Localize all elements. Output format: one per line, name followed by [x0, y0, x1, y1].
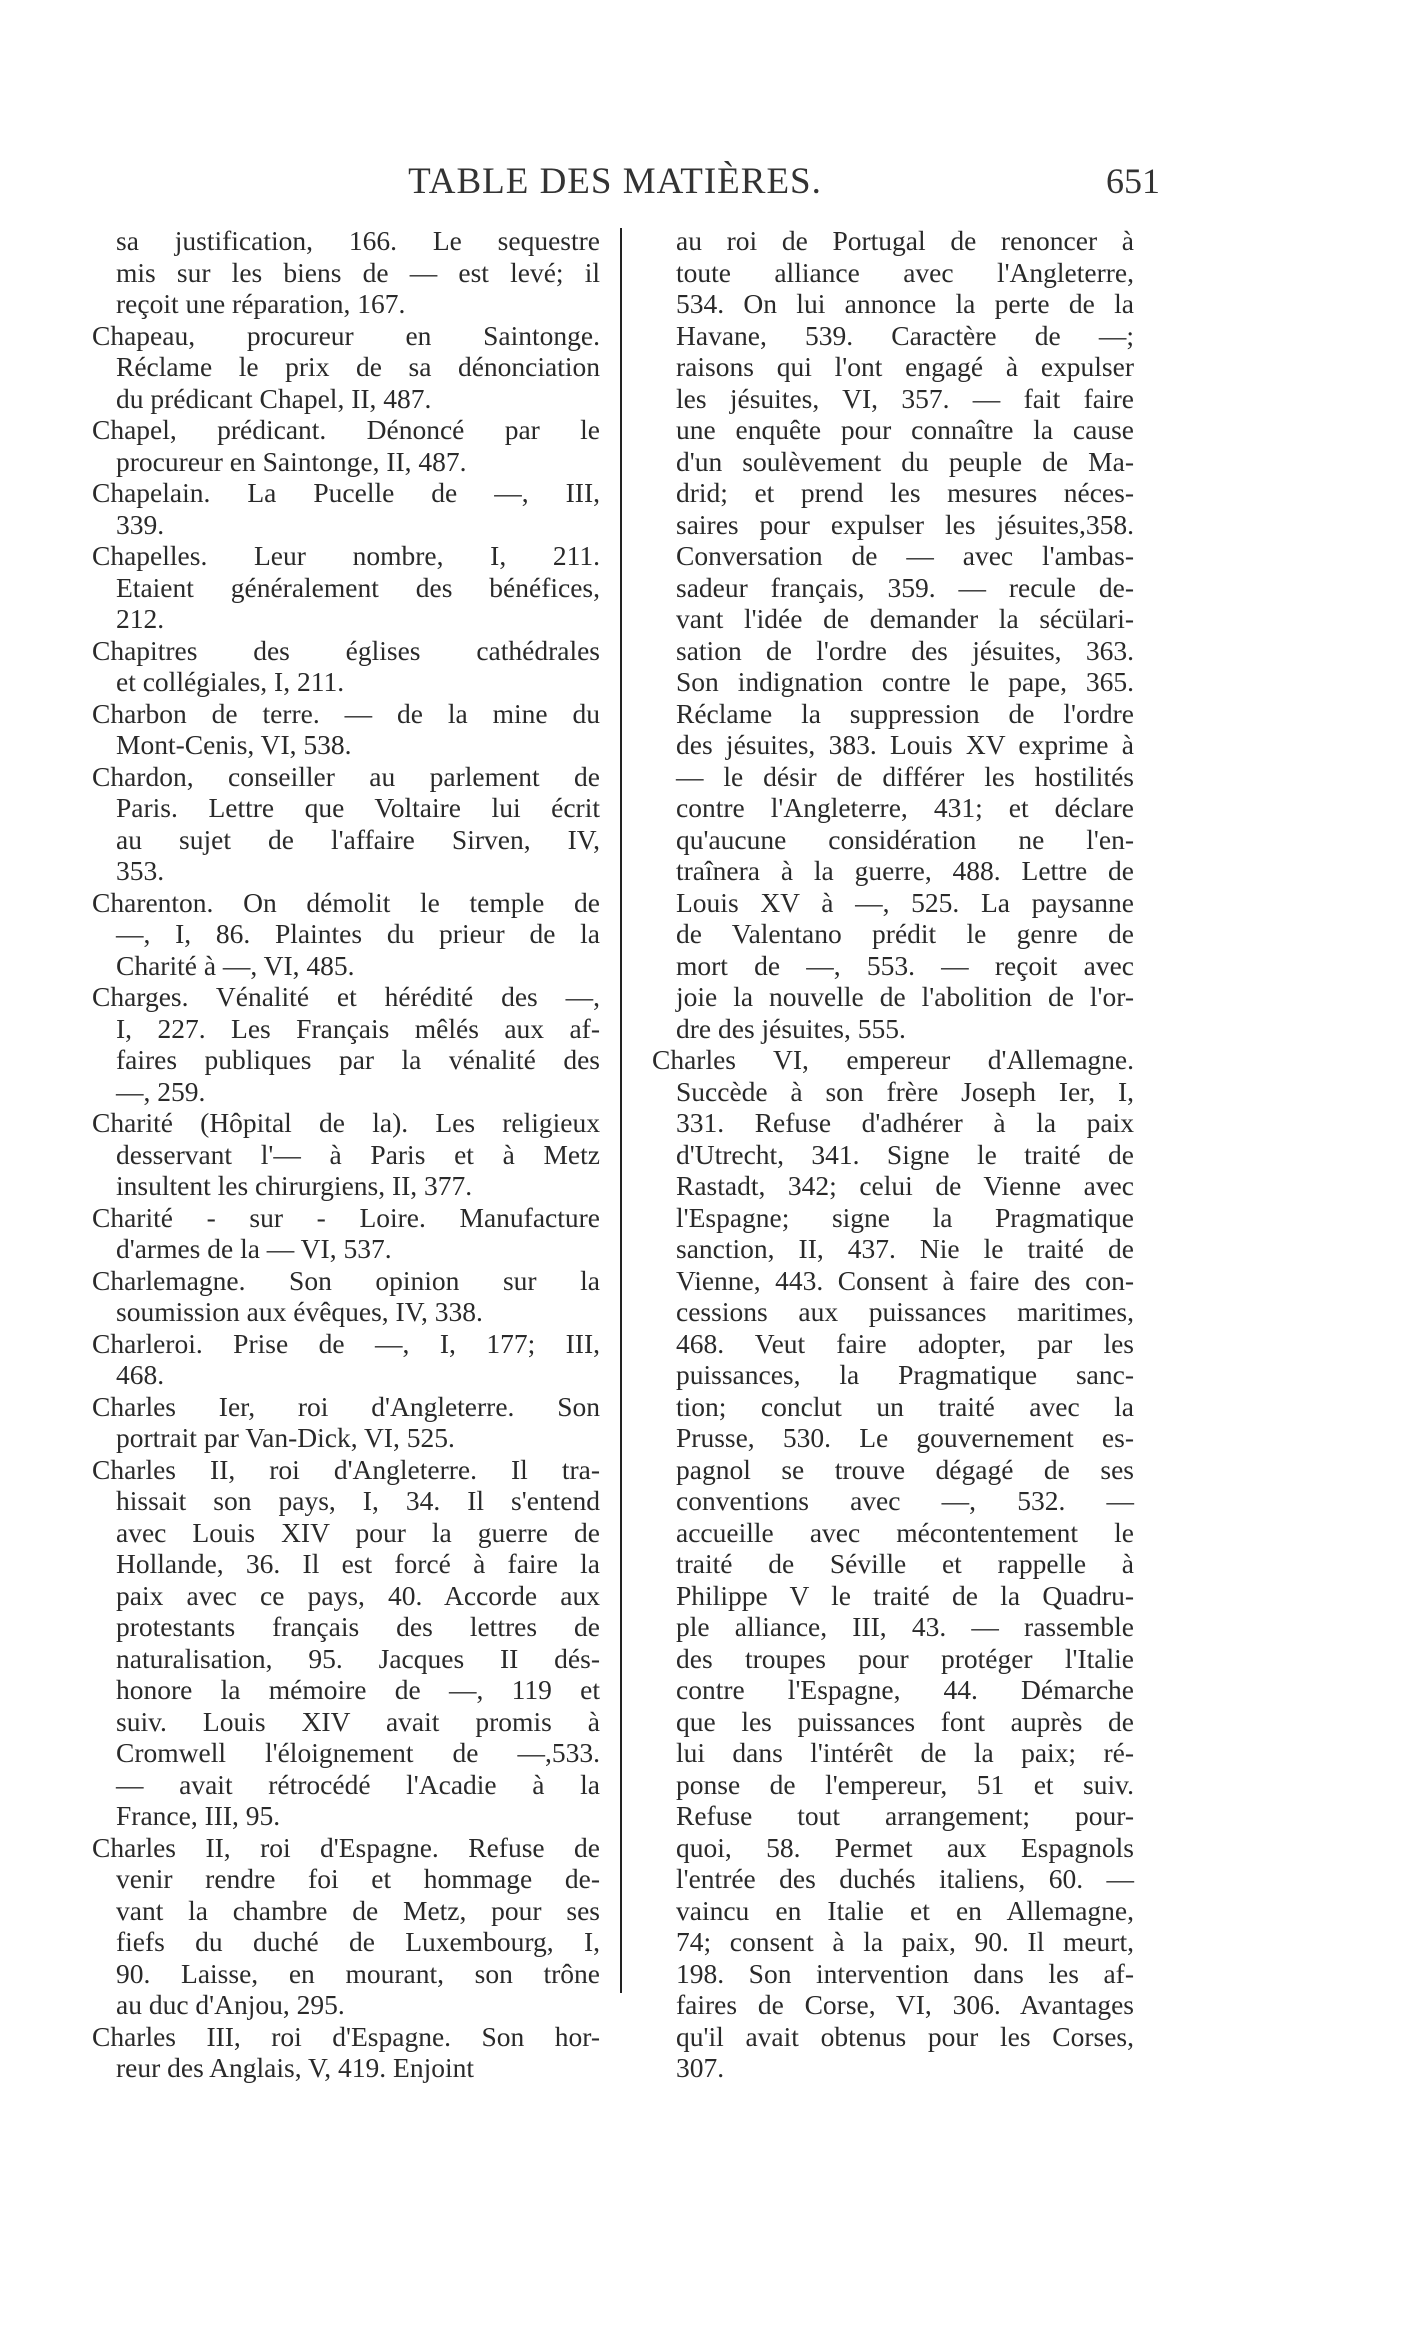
- index-line: qu'il avait obtenus pour les Corses,: [676, 2020, 1134, 2052]
- index-line: Chapelles. Leur nombre, I, 211.: [92, 540, 600, 571]
- index-line: Rastadt, 342; celui de Vienne avec: [676, 1170, 1134, 1201]
- index-line: 331. Refuse d'adhérer à la paix: [676, 1107, 1134, 1138]
- index-line: toute alliance avec l'Angleterre,: [676, 256, 1134, 288]
- index-line: Succède à son frère Joseph Ier, I,: [676, 1075, 1134, 1107]
- index-line: procureur en Saintonge, II, 487.: [116, 445, 467, 477]
- index-line: Son indignation contre le pape, 365.: [676, 666, 1134, 697]
- index-line: Mont-Cenis, VI, 538.: [116, 729, 352, 760]
- index-line: que les puissances font auprès de: [676, 1705, 1134, 1737]
- running-title: TABLE DES MATIÈRES.: [408, 161, 822, 202]
- index-line: avec Louis XIV pour la guerre de: [116, 1516, 600, 1548]
- index-line: paix avec ce pays, 40. Accorde aux: [116, 1579, 600, 1611]
- index-line: 468.: [116, 1359, 165, 1390]
- index-line: puissances, la Pragmatique sanc-: [676, 1359, 1134, 1390]
- index-line: sadeur français, 359. — recule de-: [676, 571, 1134, 603]
- index-line: Refuse tout arrangement; pour-: [676, 1800, 1134, 1831]
- index-line: quoi, 58. Permet aux Espagnols: [676, 1831, 1134, 1863]
- index-line: Charlemagne. Son opinion sur la: [92, 1264, 600, 1296]
- index-line: Vienne, 443. Consent à faire des con-: [676, 1264, 1134, 1296]
- index-line: naturalisation, 95. Jacques II dés-: [116, 1642, 600, 1674]
- index-line: sa justification, 166. Le sequestre: [116, 225, 600, 256]
- index-line: Chapel, prédicant. Dénoncé par le: [92, 414, 600, 445]
- index-line: 534. On lui annonce la perte de la: [676, 288, 1134, 319]
- index-line: fiefs du duché de Luxembourg, I,: [116, 1926, 600, 1957]
- index-line: 353.: [116, 855, 165, 886]
- index-line: vaincu en Italie et en Allemagne,: [676, 1894, 1134, 1926]
- index-line: d'Utrecht, 341. Signe le traité de: [676, 1138, 1134, 1170]
- index-line: l'entrée des duchés italiens, 60. —: [676, 1863, 1134, 1894]
- index-line: soumission aux évêques, IV, 338.: [116, 1296, 483, 1327]
- index-line: mis sur les biens de — est levé; il: [116, 256, 600, 288]
- index-line: tion; conclut un traité avec la: [676, 1390, 1134, 1422]
- index-line: contre l'Angleterre, 431; et déclare: [676, 792, 1134, 823]
- index-line: honore la mémoire de —, 119 et: [116, 1674, 600, 1705]
- index-line: ple alliance, III, 43. — rassemble: [676, 1611, 1134, 1642]
- index-line: 339.: [116, 508, 165, 540]
- index-line: Charleroi. Prise de —, I, 177; III,: [92, 1327, 600, 1359]
- index-line: Etaient généralement des bénéfices,: [116, 571, 600, 603]
- index-line: traînera à la guerre, 488. Lettre de: [676, 855, 1134, 886]
- index-line: Hollande, 36. Il est forcé à faire la: [116, 1548, 600, 1579]
- index-line: faires de Corse, VI, 306. Avantages: [676, 1989, 1134, 2020]
- index-line: Charles II, roi d'Angleterre. Il tra-: [92, 1453, 600, 1485]
- index-line: raisons qui l'ont engagé à expulser: [676, 351, 1134, 382]
- index-line: 90. Laisse, en mourant, son trône: [116, 1957, 600, 1989]
- index-line: Paris. Lettre que Voltaire lui écrit: [116, 792, 600, 823]
- index-line: Charbon de terre. — de la mine du: [92, 697, 600, 729]
- index-line: Prusse, 530. Le gouvernement es-: [676, 1422, 1134, 1453]
- index-line: vant l'idée de demander la sécülari-: [676, 603, 1134, 634]
- index-line: lui dans l'intérêt de la paix; ré-: [676, 1737, 1134, 1768]
- index-line: d'un soulèvement du peuple de Ma-: [676, 445, 1134, 477]
- index-line: vant la chambre de Metz, pour ses: [116, 1894, 600, 1926]
- index-line: Charité (Hôpital de la). Les religieux: [92, 1107, 600, 1138]
- index-line: Charité à —, VI, 485.: [116, 949, 355, 981]
- index-line: Charles III, roi d'Espagne. Son hor-: [92, 2020, 600, 2052]
- index-line: 74; consent à la paix, 90. Il meurt,: [676, 1926, 1134, 1957]
- index-line: — avait rétrocédé l'Acadie à la: [116, 1768, 600, 1800]
- index-line: portrait par Van-Dick, VI, 525.: [116, 1422, 455, 1453]
- index-line: d'armes de la — VI, 537.: [116, 1233, 392, 1264]
- index-line: Charles II, roi d'Espagne. Refuse de: [92, 1831, 600, 1863]
- index-line: conventions avec —, 532. —: [676, 1485, 1134, 1516]
- index-line: sation de l'ordre des jésuites, 363.: [676, 634, 1134, 666]
- left-column: [92, 225, 600, 2084]
- index-line: Cromwell l'éloignement de —,533.: [116, 1737, 600, 1768]
- index-line: les jésuites, VI, 357. — fait faire: [676, 382, 1134, 414]
- index-line: au roi de Portugal de renoncer à: [676, 225, 1134, 256]
- index-line: des jésuites, 383. Louis XV exprime à: [676, 729, 1134, 760]
- index-line: du prédicant Chapel, II, 487.: [116, 382, 432, 414]
- index-line: ponse de l'empereur, 51 et suiv.: [676, 1768, 1134, 1800]
- index-line: Charges. Vénalité et hérédité des —,: [92, 981, 600, 1012]
- index-line: cessions aux puissances maritimes,: [676, 1296, 1134, 1327]
- index-line: Réclame la suppression de l'ordre: [676, 697, 1134, 729]
- right-column: [652, 225, 1134, 2084]
- index-line: Charenton. On démolit le temple de: [92, 886, 600, 918]
- index-line: insultent les chirurgiens, II, 377.: [116, 1170, 473, 1201]
- index-line: venir rendre foi et hommage de-: [116, 1863, 600, 1894]
- index-line: 307.: [676, 2052, 725, 2083]
- index-line: protestants français des lettres de: [116, 1611, 600, 1642]
- index-line: Havane, 539. Caractère de —;: [676, 319, 1134, 351]
- index-line: Charité - sur - Loire. Manufacture: [92, 1201, 600, 1233]
- index-line: Réclame le prix de sa dénonciation: [116, 351, 600, 382]
- index-line: Charles Ier, roi d'Angleterre. Son: [92, 1390, 600, 1422]
- index-line: saires pour expulser les jésuites,358.: [676, 508, 1134, 540]
- index-line: 212.: [116, 603, 165, 634]
- index-line: Charles VI, empereur d'Allemagne.: [652, 1044, 1134, 1075]
- index-line: et collégiales, I, 211.: [116, 666, 345, 697]
- index-line: Chapitres des églises cathédrales: [92, 634, 600, 666]
- index-line: drid; et prend les mesures néces-: [676, 477, 1134, 508]
- index-line: Chapeau, procureur en Saintonge.: [92, 319, 600, 351]
- index-line: dre des jésuites, 555.: [676, 1012, 906, 1044]
- index-line: — le désir de différer les hostilités: [676, 760, 1134, 792]
- index-line: reçoit une réparation, 167.: [116, 288, 406, 319]
- index-line: traité de Séville et rappelle à: [676, 1548, 1134, 1579]
- index-line: joie la nouvelle de l'abolition de l'or-: [676, 981, 1134, 1012]
- index-line: une enquête pour connaître la cause: [676, 414, 1134, 445]
- index-line: Philippe V le traité de la Quadru-: [676, 1579, 1134, 1611]
- index-line: de Valentano prédit le genre de: [676, 918, 1134, 949]
- index-line: desservant l'— à Paris et à Metz: [116, 1138, 600, 1170]
- page-number: 651: [1106, 161, 1160, 201]
- index-line: qu'aucune considération ne l'en-: [676, 823, 1134, 855]
- index-line: suiv. Louis XIV avait promis à: [116, 1705, 600, 1737]
- column-divider: [620, 228, 622, 1993]
- index-line: sanction, II, 437. Nie le traité de: [676, 1233, 1134, 1264]
- index-line: France, III, 95.: [116, 1800, 281, 1831]
- index-line: des troupes pour protéger l'Italie: [676, 1642, 1134, 1674]
- index-line: accueille avec mécontentement le: [676, 1516, 1134, 1548]
- index-line: faires publiques par la vénalité des: [116, 1044, 600, 1075]
- index-line: Chardon, conseiller au parlement de: [92, 760, 600, 792]
- index-line: hissait son pays, I, 34. Il s'entend: [116, 1485, 600, 1516]
- index-line: —, I, 86. Plaintes du prieur de la: [116, 918, 600, 949]
- index-line: contre l'Espagne, 44. Démarche: [676, 1674, 1134, 1705]
- index-line: I, 227. Les Français mêlés aux af-: [116, 1012, 600, 1044]
- index-line: reur des Anglais, V, 419. Enjoint: [116, 2052, 474, 2083]
- index-line: 198. Son intervention dans les af-: [676, 1957, 1134, 1989]
- index-line: —, 259.: [116, 1075, 206, 1107]
- page-header: [90, 160, 1160, 204]
- index-line: au duc d'Anjou, 295.: [116, 1989, 345, 2020]
- index-line: pagnol se trouve dégagé de ses: [676, 1453, 1134, 1485]
- index-line: Conversation de — avec l'ambas-: [676, 540, 1134, 571]
- index-line: au sujet de l'affaire Sirven, IV,: [116, 823, 600, 855]
- index-line: mort de —, 553. — reçoit avec: [676, 949, 1134, 981]
- index-line: l'Espagne; signe la Pragmatique: [676, 1201, 1134, 1233]
- index-line: Chapelain. La Pucelle de —, III,: [92, 477, 600, 508]
- index-line: Louis XV à —, 525. La paysanne: [676, 886, 1134, 918]
- index-line: 468. Veut faire adopter, par les: [676, 1327, 1134, 1359]
